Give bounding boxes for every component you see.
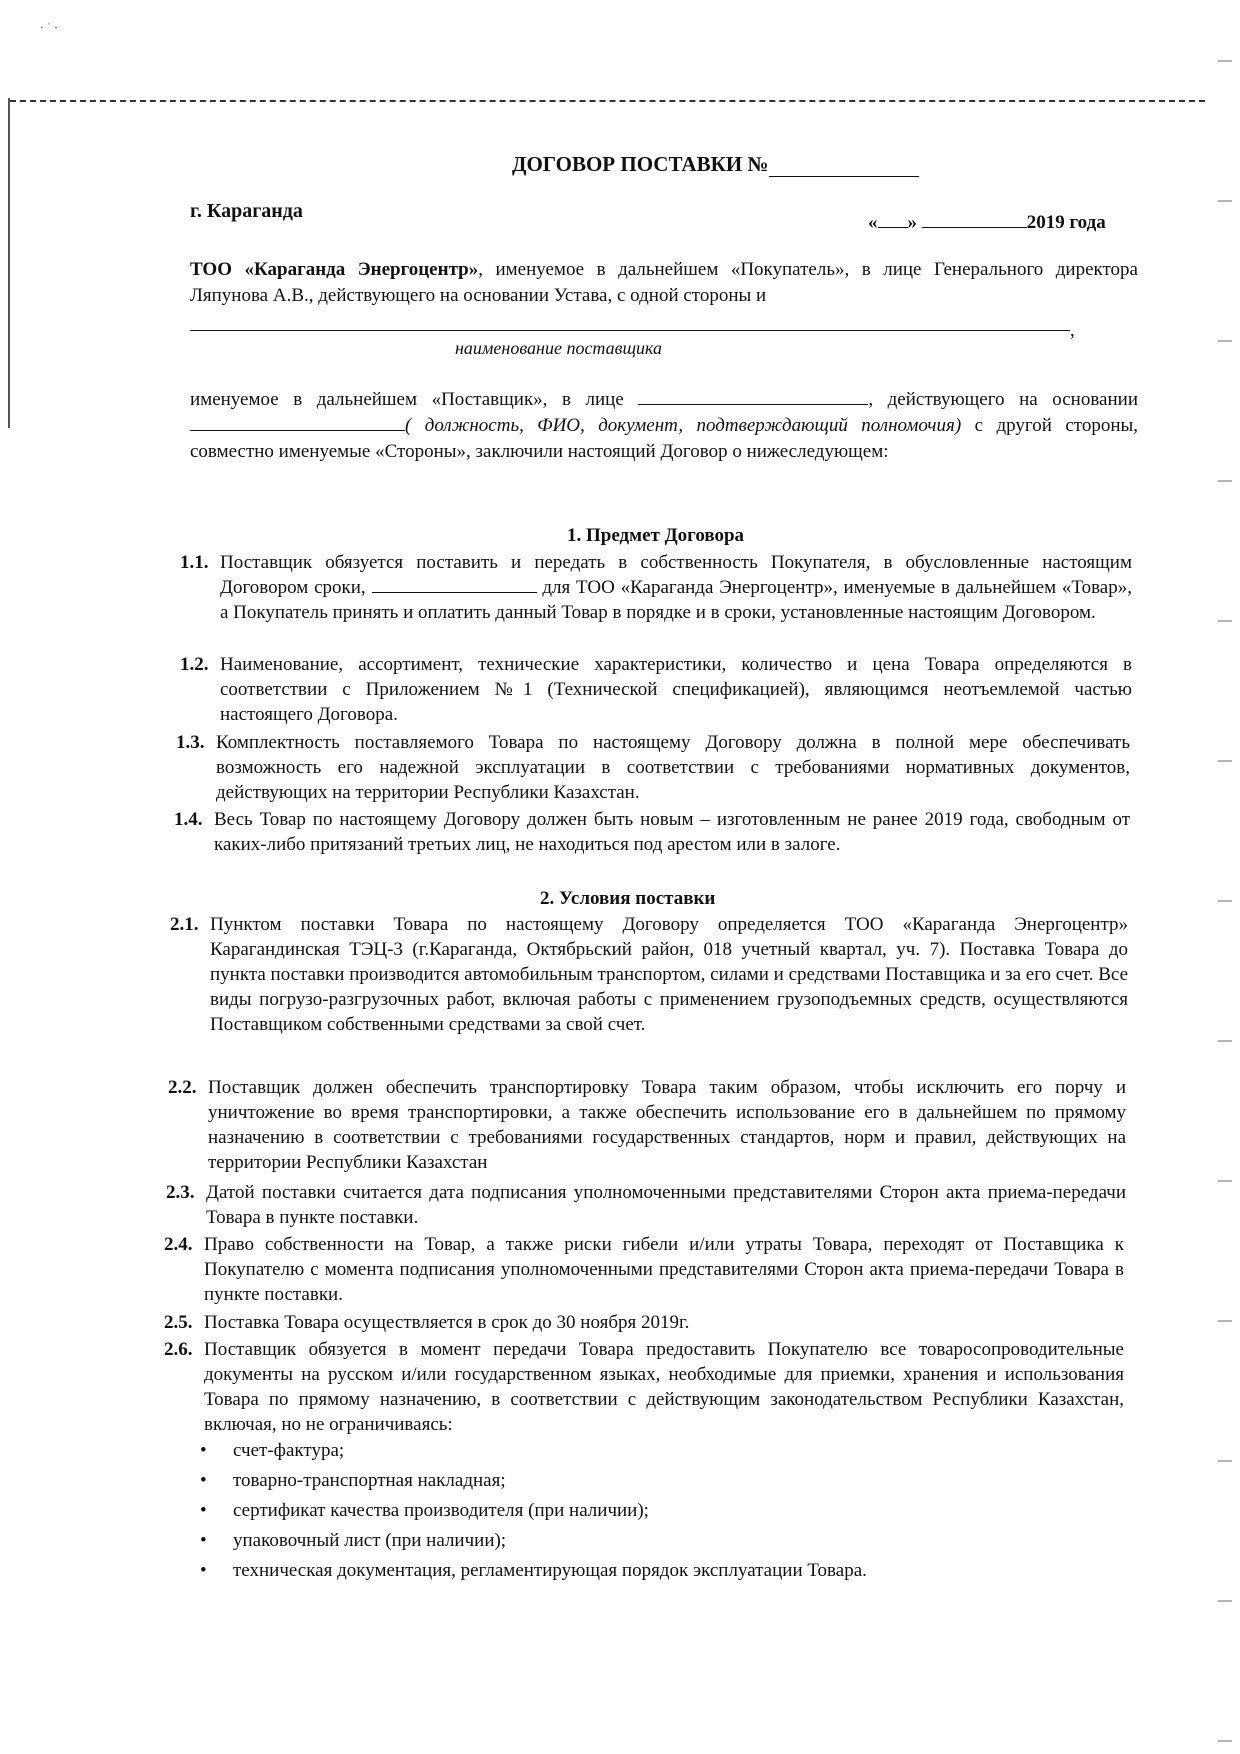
list-item-text: товарно-транспортная накладная;: [233, 1470, 506, 1491]
clause-number: 2.6.: [164, 1339, 193, 1360]
supplier-name-blank: [190, 330, 1070, 331]
document-list-item: [200, 1560, 867, 1582]
parties-paragraph: [190, 387, 1138, 465]
supplier-line-comma: ,: [1070, 320, 1075, 341]
section-2-title: 2. Условия поставки: [540, 888, 716, 909]
clause-text: Пунктом поставки Товара по настоящему Договору определяется ТОО «Караганда Энергоцентр» Карагандинская ТЭЦ-3 (г.Караганда, Октябрьский район, 018 учетный квартал, уч. 7). Поставка Товара до пункта поставки производится автомобильным транспортом, силами и средствами Поставщика и за его счет. Все виды погрузо-разгрузочных работ, включая работы с применением грузоподъемных средств, осуществляются Поставщиком собственными средствами за свой счет.: [210, 914, 1128, 1035]
clause-text: Поставщик обязуется в момент передачи Товара предоставить Покупателю все товаросопроводительные документы на русском и/или государственном языках, необходимые для приемки, хранения и использования Товара по прямому назначению, в соответствии с действующим законодательством Республики Казахстан, включая, но не ограничиваясь:: [204, 1339, 1124, 1435]
list-item-text: упаковочный лист (при наличии);: [233, 1530, 507, 1551]
city: г. Караганда: [190, 200, 303, 222]
bullet-icon: •: [200, 1500, 207, 1521]
clause-1-1: [180, 550, 1132, 625]
date-open-quote: «: [868, 212, 878, 233]
clause-number: 1.4.: [174, 809, 203, 830]
document-list-item: [200, 1500, 649, 1522]
representative-blank: [638, 388, 868, 405]
clause-number: 2.3.: [166, 1182, 195, 1203]
scan-speck: · ˙ ·: [40, 20, 58, 34]
scan-edge-mark: [8, 98, 10, 428]
clause-2-2: [168, 1075, 1126, 1175]
bullet-icon: •: [200, 1470, 207, 1491]
clause-text: Поставщик должен обеспечить транспортировку Товара таким образом, чтобы исключить его порчу и уничтожение во время транспортировки, а также обеспечить использование его в дальнейшем по прямому назначению в соответствии с требованиями государственных стандартов, норм и правил, действующих на территории Республики Казахстан: [208, 1077, 1126, 1173]
clause-number: 1.1.: [180, 552, 209, 573]
scan-edge-marks-right: [1218, 0, 1232, 1754]
contract-number-blank: [769, 158, 919, 177]
bullet-icon: •: [200, 1530, 207, 1551]
month-blank: [922, 213, 1027, 228]
list-item-text: сертификат качества производителя (при наличии);: [233, 1500, 649, 1521]
clause-number: 2.5.: [164, 1312, 193, 1333]
contract-date: [868, 212, 1106, 234]
clause-2-5: [164, 1310, 1124, 1335]
list-item-text: техническая документация, регламентирующая порядок эксплуатации Товара.: [233, 1560, 867, 1581]
section-1-title: 1. Предмет Договора: [567, 525, 745, 546]
date-year: 2019 года: [1026, 212, 1106, 233]
clause-2-3: [166, 1180, 1126, 1230]
clause-text: Поставщик обязуется поставить и передать в собственность Покупателя, в обусловленные настоящим Договором сроки,: [220, 552, 1132, 598]
authority-caption: ( должность, ФИО, документ, подтверждающий полномочия): [405, 415, 962, 436]
clause-text: Весь Товар по настоящему Договору должен быть новым – изготовленным не ранее 2019 года, свободным от каких-либо притязаний третьих лиц, не находиться под арестом или в залоге.: [214, 809, 1130, 855]
parties-text-1: именуемое в дальнейшем «Поставщик», в лице: [190, 389, 624, 410]
buyer-name: ТОО «Караганда Энергоцентр»: [190, 259, 479, 280]
document-list-item: [200, 1470, 506, 1492]
clause-number: 1.3.: [176, 732, 205, 753]
authority-blank: [190, 414, 405, 431]
date-close-quote: »: [907, 212, 917, 233]
clause-text: Поставка Товара осуществляется в срок до 30 ноября 2019г.: [204, 1312, 690, 1333]
scan-fold-line: [10, 100, 1205, 102]
clause-text: Право собственности на Товар, а также риски гибели и/или утраты Товара, переходят от Поставщика к Покупателю с момента подписания уполномоченными представителями Сторон акта приема-передачи Товара в пункте поставки.: [204, 1234, 1124, 1305]
clause-number: 2.2.: [168, 1077, 197, 1098]
list-item-text: счет-фактура;: [233, 1440, 345, 1461]
day-blank: [878, 213, 908, 228]
document-list-item: [200, 1530, 507, 1552]
clause-1-2: [180, 652, 1132, 727]
clause-number: 2.1.: [170, 914, 199, 935]
clause-2-4: [164, 1232, 1124, 1307]
clause-text: Датой поставки считается дата подписания уполномоченными представителями Сторон акта приема-передачи Товара в пункте поставки.: [206, 1182, 1126, 1228]
document-title: [512, 152, 919, 177]
supplier-caption: наименование поставщика: [455, 338, 663, 358]
title-text: ДОГОВОР ПОСТАВКИ №: [512, 152, 769, 176]
clause-1-4: [174, 807, 1130, 857]
bullet-icon: •: [200, 1440, 207, 1461]
parties-text-2: , действующего на основании: [868, 389, 1138, 410]
clause-1-3: [176, 730, 1130, 805]
parties-text-3: с другой стороны, совместно именуемые «Стороны», заключили настоящий Договор о нижеследующем:: [190, 415, 1138, 462]
clause-2-1: [170, 912, 1128, 1037]
intro-text: , именуемое в дальнейшем «Покупатель», в лице Генерального директора Ляпунова А.В., действующего на основании Устава, с одной стороны и: [190, 259, 1138, 306]
clause-number: 2.4.: [164, 1234, 193, 1255]
clause-text: для ТОО «Караганда Энергоцентр», именуемые в дальнейшем «Товар», а Покупатель принять и оплатить данный Товар в порядке и в сроки, установленные настоящим Договором.: [220, 577, 1132, 623]
goods-blank: [372, 576, 537, 593]
bullet-icon: •: [200, 1560, 207, 1581]
clause-number: 1.2.: [180, 654, 209, 675]
clause-2-6: [164, 1337, 1124, 1437]
clause-text: Наименование, ассортимент, технические характеристики, количество и цена Товара определяются в соответствии с Приложением №1 (Технической спецификацией), являющимся неотъемлемой частью настоящего Договора.: [220, 654, 1132, 725]
clause-text: Комплектность поставляемого Товара по настоящему Договору должна в полной мере обеспечивать возможность его надежной эксплуатации в соответствии с требованиями нормативных документов, действующих на территории Республики Казахстан.: [216, 732, 1130, 803]
document-list-item: [200, 1440, 345, 1462]
intro-paragraph: [190, 257, 1138, 309]
